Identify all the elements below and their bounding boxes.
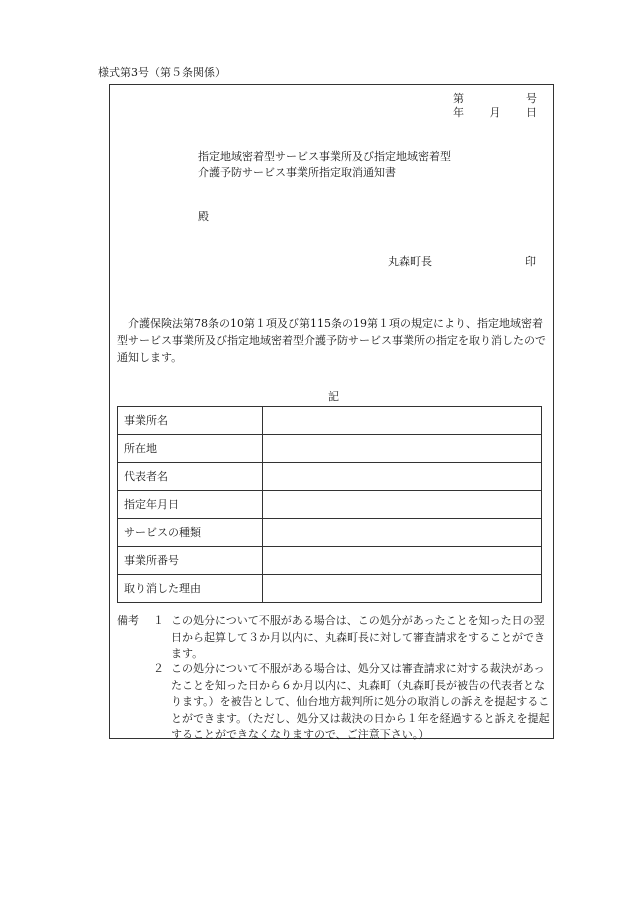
title-line-1: 指定地域密着型サービス事業所及び指定地域密着型 xyxy=(198,150,451,163)
table-row xyxy=(118,575,542,603)
notice-document xyxy=(109,84,554,739)
document-date xyxy=(453,105,537,121)
row-value xyxy=(263,491,542,519)
note-item xyxy=(153,661,555,744)
row-label: 事業所名 xyxy=(118,407,263,435)
notes-heading: 備考 xyxy=(117,614,139,627)
row-label: 代表者名 xyxy=(118,463,263,491)
issuer-name: 丸森町長 xyxy=(388,255,432,268)
number-prefix: 第 xyxy=(453,92,464,105)
date-day: 日 xyxy=(526,106,537,119)
row-value xyxy=(263,519,542,547)
table-row xyxy=(118,463,542,491)
note-number: １ xyxy=(153,614,164,627)
table-row xyxy=(118,407,542,435)
document-title xyxy=(198,149,451,181)
note-item xyxy=(153,613,555,663)
row-value xyxy=(263,575,542,603)
number-suffix: 号 xyxy=(526,92,537,105)
date-year: 年 xyxy=(453,106,464,119)
table-row xyxy=(118,547,542,575)
table-row xyxy=(118,491,542,519)
note-number: ２ xyxy=(153,662,164,675)
row-value xyxy=(263,435,542,463)
form-id-label: 様式第3号（第５条関係） xyxy=(98,66,226,79)
row-label: 事業所番号 xyxy=(118,547,263,575)
row-value xyxy=(263,547,542,575)
table-row xyxy=(118,519,542,547)
row-label: サービスの種類 xyxy=(118,519,263,547)
row-value xyxy=(263,463,542,491)
title-line-2: 介護予防サービス事業所指定取消通知書 xyxy=(198,165,396,179)
row-label: 所在地 xyxy=(118,435,263,463)
date-month: 月 xyxy=(489,106,501,119)
row-label: 指定年月日 xyxy=(118,491,263,519)
row-value xyxy=(263,407,542,435)
addressee-suffix: 殿 xyxy=(198,210,209,223)
details-table xyxy=(117,406,542,603)
row-label: 取り消した理由 xyxy=(118,575,263,603)
note-text: この処分について不服がある場合は、この処分があったことを知った日の翌日から起算して３か月以内に、丸森町長に対して審査請求をすることができます。 xyxy=(171,614,545,660)
note-text: この処分について不服がある場合は、処分又は審査請求に対する裁決があったことを知った日から６か月以内に、丸森町（丸森町長が被告の代表者となります。）を被告として、仙台地方裁判所に処分の取消しの訴えを提起することができます。（ただし、処分又は裁決の日から１年を経過すると訴えを提起することができなくなりますので、ご注意下さい。） xyxy=(171,662,550,741)
body-text: 介護保険法第78条の10第１項及び第115条の19第１項の規定により、指定地域密着型サービス事業所及び指定地域密着型介護予防サービス事業所の指定を取り消したので通知します。 xyxy=(117,317,546,365)
seal-mark: 印 xyxy=(525,255,536,268)
table-row xyxy=(118,435,542,463)
ki-heading: 記 xyxy=(328,390,339,403)
